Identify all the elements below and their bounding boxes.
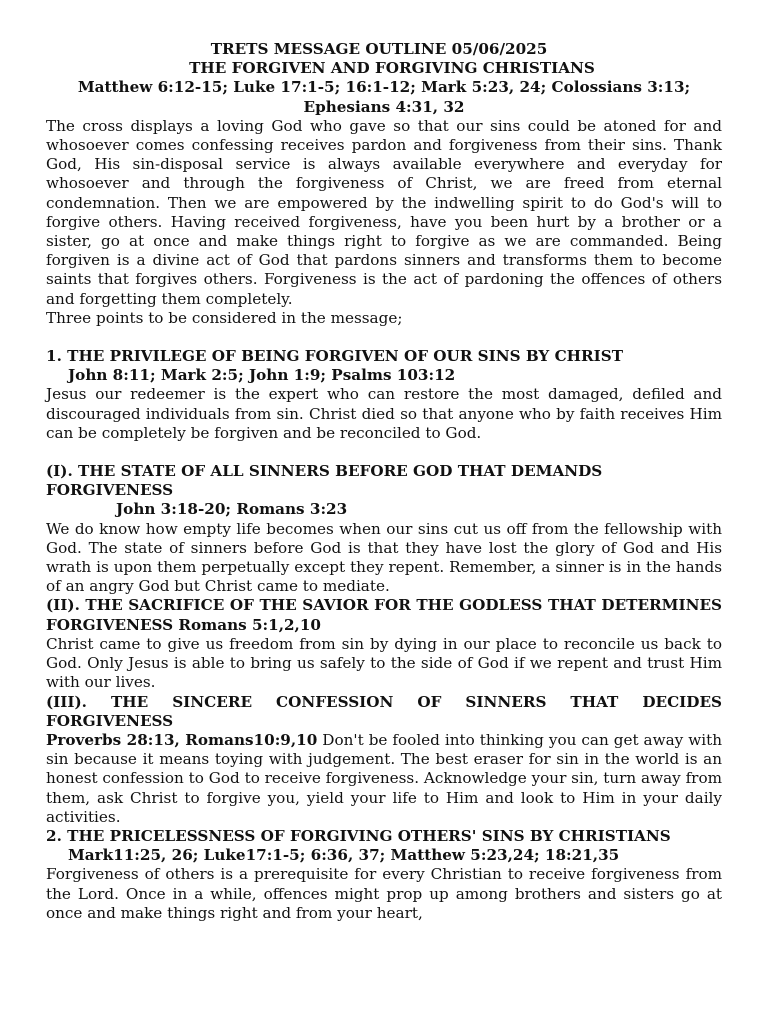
spacer [46, 328, 722, 347]
section-1-body: Jesus our redeemer is the expert who can restore the most damaged, defiled and discouraged individuals from sin. Christ died so that anyone who by faith receives Him can be completely be forgiven and be reconciled to God. [46, 385, 722, 442]
message-title: THE FORGIVEN AND FORGIVING CHRISTIANS [189, 59, 595, 78]
subsection-3-heading: (III). THE SINCERE CONFESSION OF SINNERS THAT DECIDES FORGIVENESS [46, 692, 722, 730]
section-1-heading: 1. THE PRIVILEGE OF BEING FORGIVEN OF OUR SINS BY CHRIST [46, 347, 623, 366]
section-2-references: Mark11:25, 26; Luke17:1-5; 6:36, 37; Matthew 5:23,24; 18:21,35 [68, 846, 620, 865]
subsection-1-references: John 3:18-20; Romans 3:23 [116, 500, 348, 519]
section-2-heading: 2. THE PRICELESSNESS OF FORGIVING OTHERS' SINS BY CHRISTIANS [46, 826, 671, 845]
section-1-references: John 8:11; Mark 2:5; John 1:9; Psalms 103:12 [68, 366, 456, 385]
subsection-1-body: We do know how empty life becomes when our sins cut us off from the fellowship with God. The state of sinners before God is that they have lost the glory of God and His wrath is upon them perpetually except they repent. Remember, a sinner is in the hands of an angry God but Christ came to mediate. [46, 519, 722, 596]
subsection-2-heading: (II). THE SACRIFICE OF THE SAVIOR FOR THE GODLESS THAT DETERMINES FORGIVENESS Romans 5:1,2,10 [46, 596, 722, 634]
document-title: TRETS MESSAGE OUTLINE 05/06/2025 [210, 40, 548, 58]
title-references: Matthew 6:12-15; Luke 17:1-5; 16:1-12; Mark 5:23, 24; Colossians 3:13; Ephesians 4:31, 32 [77, 78, 691, 116]
spacer [46, 443, 722, 462]
subsection-3-references: Proverbs 28:13, Romans10:9,10 [46, 730, 318, 749]
subsection-3-body [46, 731, 722, 827]
points-line: Three points to be considered in the message; [46, 308, 403, 327]
subsection-1-heading: (I). THE STATE OF ALL SINNERS BEFORE GOD THAT DEMANDS FORGIVENESS [46, 462, 603, 500]
subsection-2-body: Christ came to give us freedom from sin by dying in our place to reconcile us back to God. Only Jesus is able to bring us safely to the side of God if we repent and trust Him with our lives. [46, 634, 722, 692]
subsection-3-text: Don't be fooled into thinking you can get away with sin because it means toying with judgement. The best eraser for sin in the world is an honest confession to God to receive forgiveness. Acknowledge your sin, turn away from them, ask Christ to forgive you, yield your life to Him and look to Him in your daily activities. [46, 730, 722, 826]
section-2-body: Forgiveness of others is a prerequisite for every Christian to receive forgiveness from the Lord. Once in a while, offences might prop up among brothers and sisters go at once and make things right and from your heart, [46, 865, 722, 922]
intro-paragraph: The cross displays a loving God who gave so that our sins could be atoned for and whosoever comes confessing receives pardon and forgiveness from their sins. Thank God, His sin-disposal service is always available everywhere and everyday for whosoever and through the forgiveness of Christ, we are freed from eternal condemnation. Then we are empowered by the indwelling spirit to do God's will to forgive others. Having received forgiveness, have you been hurt by a brother or a sister, go at once and make things right to forgive as we are commanded. Being forgiven is a divine act of God that pardons sinners and transforms them to become saints that forgives others. Forgiveness is the act of pardoning the offences of others and forgetting them completely. [46, 116, 722, 308]
